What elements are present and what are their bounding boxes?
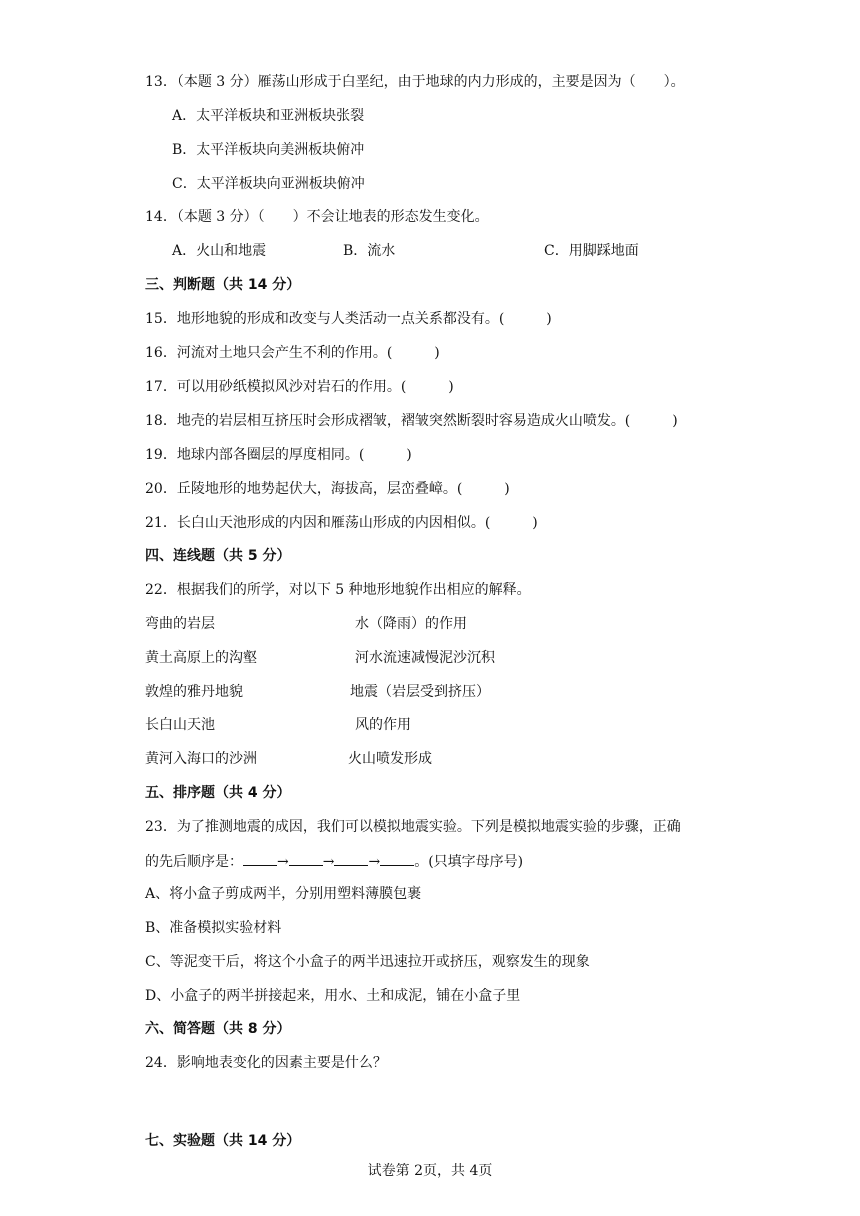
match-right-item: 水（降雨）的作用 bbox=[355, 616, 467, 632]
judge-item: 16．河流对土地只会产生不利的作用。( ) bbox=[145, 345, 440, 361]
section-heading-judge: 三、判断题（共 14 分） bbox=[145, 277, 301, 293]
answer-blank[interactable] bbox=[334, 851, 368, 866]
judge-item: 21．长白山天池形成的内因和雁荡山形成的内因相似。( ) bbox=[145, 515, 538, 531]
q23-stem-line1: 23．为了推测地震的成因，我们可以模拟地震实验。下列是模拟地震实验的步骤，正确 bbox=[145, 819, 681, 835]
match-right-item: 河水流速减慢泥沙沉积 bbox=[355, 650, 495, 666]
q23-prefix: 的先后顺序是： bbox=[145, 854, 243, 870]
q14-stem: 14．（本题 3 分）（ ）不会让地表的形态发生变化。 bbox=[145, 209, 489, 225]
match-left-item: 黄土高原上的沟壑 bbox=[145, 650, 257, 666]
q23-step: D、小盒子的两半拼接起来，用水、土和成泥，铺在小盒子里 bbox=[145, 988, 521, 1004]
q14-option-c: C．用脚踩地面 bbox=[544, 243, 639, 259]
q23-step: B、准备模拟实验材料 bbox=[145, 920, 282, 936]
q23-suffix: 。(只填字母序号) bbox=[414, 854, 524, 870]
q23-step: A、将小盒子剪成两半，分别用塑料薄膜包裹 bbox=[145, 886, 422, 902]
judge-item: 19．地球内部各圈层的厚度相同。( ) bbox=[145, 447, 412, 463]
match-left-item: 弯曲的岩层 bbox=[145, 616, 215, 632]
answer-blank[interactable] bbox=[380, 851, 414, 866]
answer-blank[interactable] bbox=[289, 851, 323, 866]
q13-option-a: A．太平洋板块和亚洲板块张裂 bbox=[172, 108, 365, 124]
judge-item: 15．地形地貌的形成和改变与人类活动一点关系都没有。( ) bbox=[145, 311, 552, 327]
q14-option-b: B．流水 bbox=[343, 243, 396, 259]
q24-stem: 24．影响地表变化的因素主要是什么？ bbox=[145, 1055, 387, 1071]
judge-item: 17．可以用砂纸模拟风沙对岩石的作用。( ) bbox=[145, 379, 454, 395]
match-left-item: 敦煌的雅丹地貌 bbox=[145, 684, 243, 700]
page-footer: 试卷第 2页，共 4页 bbox=[367, 1163, 493, 1179]
match-left-item: 长白山天池 bbox=[145, 717, 215, 733]
section-heading-experiment: 七、实验题（共 14 分） bbox=[145, 1133, 301, 1149]
section-heading-matching: 四、连线题（共 5 分） bbox=[145, 548, 291, 564]
q14-option-a: A．火山和地震 bbox=[172, 243, 267, 259]
q23-stem-line2 bbox=[145, 851, 523, 872]
q23-step: C、等泥变干后，将这个小盒子的两半迅速拉开或挤压，观察发生的现象 bbox=[145, 954, 590, 970]
q13-option-b: B．太平洋板块向美洲板块俯冲 bbox=[172, 142, 365, 158]
q22-stem: 22．根据我们的所学，对以下 5 种地形地貌作出相应的解释。 bbox=[145, 582, 531, 598]
section-heading-ordering: 五、排序题（共 4 分） bbox=[145, 785, 291, 801]
judge-item: 20．丘陵地形的地势起伏大，海拔高，层峦叠嶂。( ) bbox=[145, 481, 510, 497]
arrow-glyph: → bbox=[368, 854, 381, 870]
section-heading-short-answer: 六、简答题（共 8 分） bbox=[145, 1021, 291, 1037]
q13-option-c: C．太平洋板块向亚洲板块俯冲 bbox=[172, 176, 365, 192]
match-right-item: 火山喷发形成 bbox=[348, 751, 432, 767]
arrow-glyph: → bbox=[277, 854, 289, 870]
q13-stem: 13．（本题 3 分）雁荡山形成于白垩纪，由于地球的内力形成的，主要是因为（ ）。 bbox=[145, 74, 685, 90]
match-right-item: 风的作用 bbox=[355, 717, 411, 733]
arrow-glyph: → bbox=[322, 854, 335, 870]
answer-blank[interactable] bbox=[243, 851, 277, 866]
match-left-item: 黄河入海口的沙洲 bbox=[145, 751, 257, 767]
match-right-item: 地震（岩层受到挤压） bbox=[350, 684, 490, 700]
judge-item: 18．地壳的岩层相互挤压时会形成褶皱，褶皱突然断裂时容易造成火山喷发。( ) bbox=[145, 413, 678, 429]
